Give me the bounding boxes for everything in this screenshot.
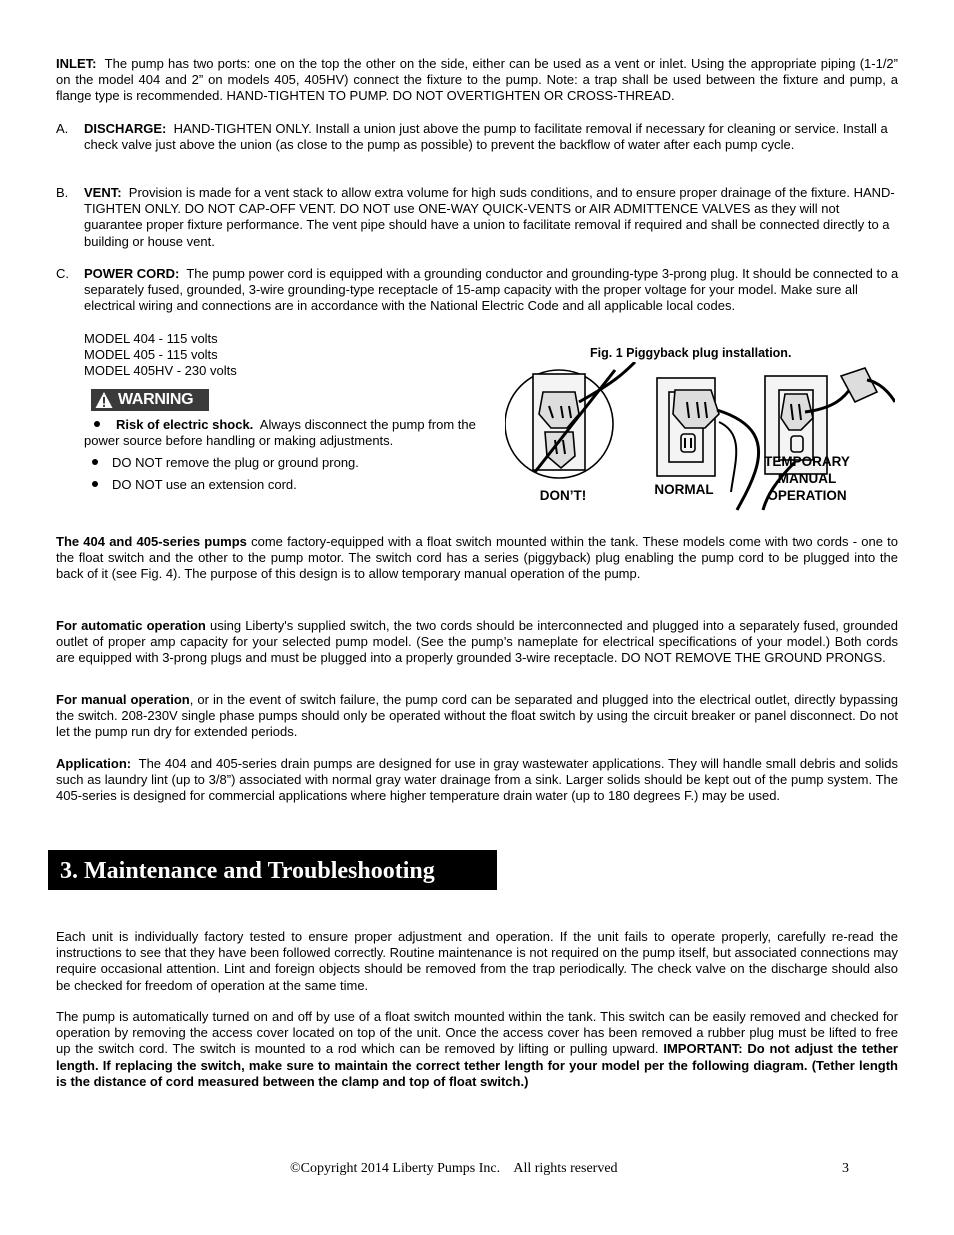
- section-heading-text: 3. Maintenance and Troubleshooting: [60, 858, 435, 884]
- model-item: MODEL 405HV - 230 volts: [84, 363, 237, 379]
- discharge-paragraph: [84, 121, 900, 153]
- manual-operation-paragraph: [56, 692, 898, 741]
- item-letter-a: A.: [56, 121, 69, 136]
- power-cord-text: The pump power cord is equipped with a grounding conductor and grounding-type 3-prong plug. It should be connected to a separately fused, grounded, 3-wire grounding-type receptacle of 15-amp capacity with the proper voltage for your model. Make sure all electrical wiring and connections are in accordance with the National Electric Code and all applicable local codes.: [84, 266, 899, 314]
- vent-text: Provision is made for a vent stack to allow extra volume for high suds conditions, and to ensure proper drainage of the fixture. HAND-TIGHTEN ONLY. DO NOT CAP-OFF VENT. DO NOT use ONE-WAY QUICK-VENTS or AIR ADMITTENCE VALVES as they will not guarantee proper fixture performance. The vent pipe should have a union to facilitate removal if required and shall be connected directly to a building or house vent.: [84, 185, 895, 249]
- application-text: The 404 and 405-series drain pumps are designed for use in gray wastewater applications. They will handle small debris and solids such as laundry lint (up to 3/8”) associated with normal gray water drainage from a sink. Larger solids should be kept out of the pump system. The 405-series is designed for commercial applications where higher temperature drain water (up to 180 degrees F.) may be used.: [56, 756, 898, 804]
- inlet-heading: INLET:: [56, 56, 97, 71]
- warning-badge-label: WARNING: [118, 391, 194, 408]
- model-item: MODEL 405 - 115 volts: [84, 347, 218, 363]
- footer-copyright: ©Copyright 2014 Liberty Pumps Inc. All rights reserved: [290, 1161, 618, 1176]
- vent-paragraph: [84, 185, 900, 250]
- series-heading: The 404 and 405-series pumps: [56, 534, 247, 549]
- important-note: IMPORTANT: Do not adjust the tether length. If replacing the switch, make sure to maintain the correct tether length for your model per the following diagram. (Tether length is the distance of cord measured between the clamp and top of float switch.): [56, 1041, 898, 1089]
- section-heading: [48, 850, 497, 890]
- warning-paragraph: [84, 417, 494, 449]
- warning-triangle-icon: [95, 391, 113, 409]
- application-heading: Application:: [56, 756, 132, 771]
- inlet-text: The pump has two ports: one on the top the other on the side, either can be used as a vent or inlet. Using the appropriate piping (1-1/2” on the model 404 and 2” on models 405, 405HV) connect the fixture to the pump. Note: a trap shall be used between the fixture and pump, a flange type is recommended. HAND-TIGHTEN TO PUMP. DO NOT OVERTIGHTEN OR CROSS-THREAD.: [56, 56, 898, 104]
- dont-outlet-drawing: [505, 362, 635, 478]
- page-number: 3: [842, 1161, 849, 1176]
- bullet-icon: [92, 459, 98, 465]
- bullet-icon: [92, 481, 98, 487]
- manual-operation-text: , or in the event of switch failure, the pump cord can be separated and plugged into the electrical outlet, directly bypassing the switch. 208-230V single phase pumps should only be operated without the float switch by using the circuit breaker or panel disconnect. Do not let the pump run dry for extended periods.: [56, 692, 898, 740]
- automatic-operation-heading: For automatic operation: [56, 618, 206, 633]
- vent-heading: VENT:: [84, 185, 122, 200]
- application-paragraph: [56, 756, 898, 805]
- warning-heading: Risk of electric shock.: [116, 417, 254, 432]
- discharge-text: HAND-TIGHTEN ONLY. Install a union just above the pump to facilitate removal if necessary for cleaning or service. Install a check valve just above the union (as close to the pump as possible) to prevent the backflow of water after each pump cycle.: [84, 121, 888, 153]
- maintenance-paragraph-1: Each unit is individually factory tested to ensure proper adjustment and operation. If the unit fails to operate properly, carefully re-read the instructions to see that they have been followed correctly. Routine maintenance is not required on the pump itself, but associated connections may require occasional attention. Lint and foreign objects should be removed from the trap periodically. The check valve on the discharge should also be checked for freedom of operation at the same time.: [56, 929, 898, 993]
- discharge-heading: DISCHARGE:: [84, 121, 167, 136]
- figure-caption: Fig. 1 Piggyback plug installation.: [590, 346, 792, 360]
- inlet-paragraph: [56, 56, 898, 105]
- figure-label-normal: NORMAL: [654, 482, 714, 497]
- item-letter-b: B.: [56, 185, 69, 200]
- item-letter-c: C.: [56, 266, 69, 281]
- automatic-operation-paragraph: [56, 618, 898, 667]
- automatic-operation-text: using Liberty's supplied switch, the two cords should be interconnected and plugged into a separately fused, grounded outlet of proper amp capacity for your selected pump model. (See the pump’s nameplate for electrical specifications of your model.) Both cords are equipped with 3-prong plugs and must be plugged into a properly grounded 3-wire receptacle. DO NOT REMOVE THE GROUND PRONGS.: [56, 618, 898, 666]
- power-cord-paragraph: [84, 266, 900, 315]
- warning-bullet-2: DO NOT use an extension cord.: [112, 477, 297, 492]
- warning-badge: [91, 389, 209, 411]
- warning-bullet-1: DO NOT remove the plug or ground prong.: [112, 455, 359, 470]
- series-text: come factory-equipped with a float switch mounted within the tank. These models come with two cords - one to the float switch and the other to the pump motor. The switch cord has a series (piggyback) plug enabling the pump cord to be plugged into the back of it (see Fig. 4). The purpose of this design is to allow temporary manual operation of the pump.: [56, 534, 898, 582]
- warning-text: Always disconnect the pump from the power source before handling or making adjustments.: [84, 417, 476, 449]
- model-list: [84, 331, 384, 380]
- model-item: MODEL 404 - 115 volts: [84, 331, 218, 346]
- manual-operation-heading: For manual operation: [56, 692, 190, 707]
- figure-label-temporary-manual-operation: TEMPORARY MANUAL OPERATION: [764, 454, 850, 503]
- power-cord-heading: POWER CORD:: [84, 266, 180, 281]
- figure-label-dont: DON’T!: [539, 488, 587, 503]
- series-paragraph: [56, 534, 898, 583]
- maintenance-paragraph-2: [56, 1009, 898, 1090]
- float-switch-text: The pump is automatically turned on and off by use of a float switch mounted within the tank. This switch can be easily removed and checked for operation by removing the access cover located on top of the unit. Once the access cover has been removed a rubber plug must be lifted to free up the switch cord. The switch is mounted to a rod which can be removed by lifting or pulling upward.: [56, 1009, 898, 1057]
